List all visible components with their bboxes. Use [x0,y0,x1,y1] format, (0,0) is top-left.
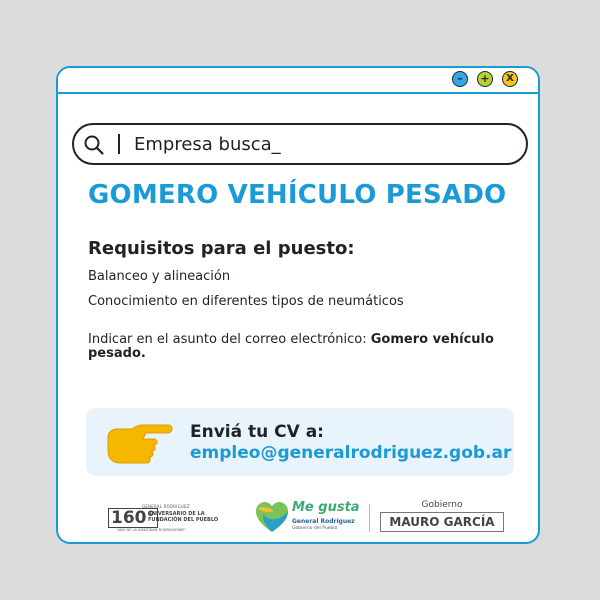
send-cv-box [86,408,514,476]
job-title: GOMERO VEHÍCULO PESADO [88,180,507,210]
anniversary-number: 160° [108,508,158,528]
send-cv-label: Enviá tu CV a: [190,422,324,442]
minimize-button[interactable]: – [452,71,468,87]
anniversary-top-text: GENERAL RODRIGUEZ [142,504,190,509]
search-cursor-divider [118,134,120,154]
subject-value: Gomero vehículo pesado. [88,332,494,361]
megusta-subtitle: General Rodríguez [292,518,355,525]
title-bar [58,68,538,94]
megusta-tagline: Gobierno del Pueblo [292,526,338,531]
anniversary-line2: FUNDACIÓN DEL PUEBLO [148,517,219,523]
megusta-title: Me gusta [292,500,360,515]
gobierno-name: MAURO GARCÍA [380,512,504,532]
search-input[interactable]: Empresa busca_ [134,134,281,155]
search-icon [83,134,105,160]
gobierno-label: Gobierno [421,500,463,510]
footer-divider [369,504,370,532]
anniversary-line1: ANIVERSARIO DE LA [148,511,205,517]
search-bar[interactable] [72,123,528,165]
cv-email-link[interactable]: empleo@generalrodriguez.gob.ar [190,443,512,463]
maximize-button[interactable]: + [477,71,493,87]
requirements-heading: Requisitos para el puesto: [88,238,355,259]
browser-window [56,66,540,544]
requirement-item: Conocimiento en diferentes tipos de neumáticos [88,294,404,309]
anniversary-logo [108,502,230,534]
footer-logos [58,496,538,542]
megusta-logo [254,498,364,538]
email-subject-instruction [88,333,498,361]
pointing-hand-icon [102,418,178,472]
anniversary-text [148,511,218,523]
close-button[interactable]: X [502,71,518,87]
heart-icon [254,500,290,538]
requirement-item: Balanceo y alineación [88,269,231,284]
anniversary-motto: "AÑO DE LA IDENTIDAD RODRIGUENSE" [116,528,187,532]
subject-prefix: Indicar en el asunto del correo electrónico: [88,332,371,347]
gobierno-logo [380,500,504,536]
